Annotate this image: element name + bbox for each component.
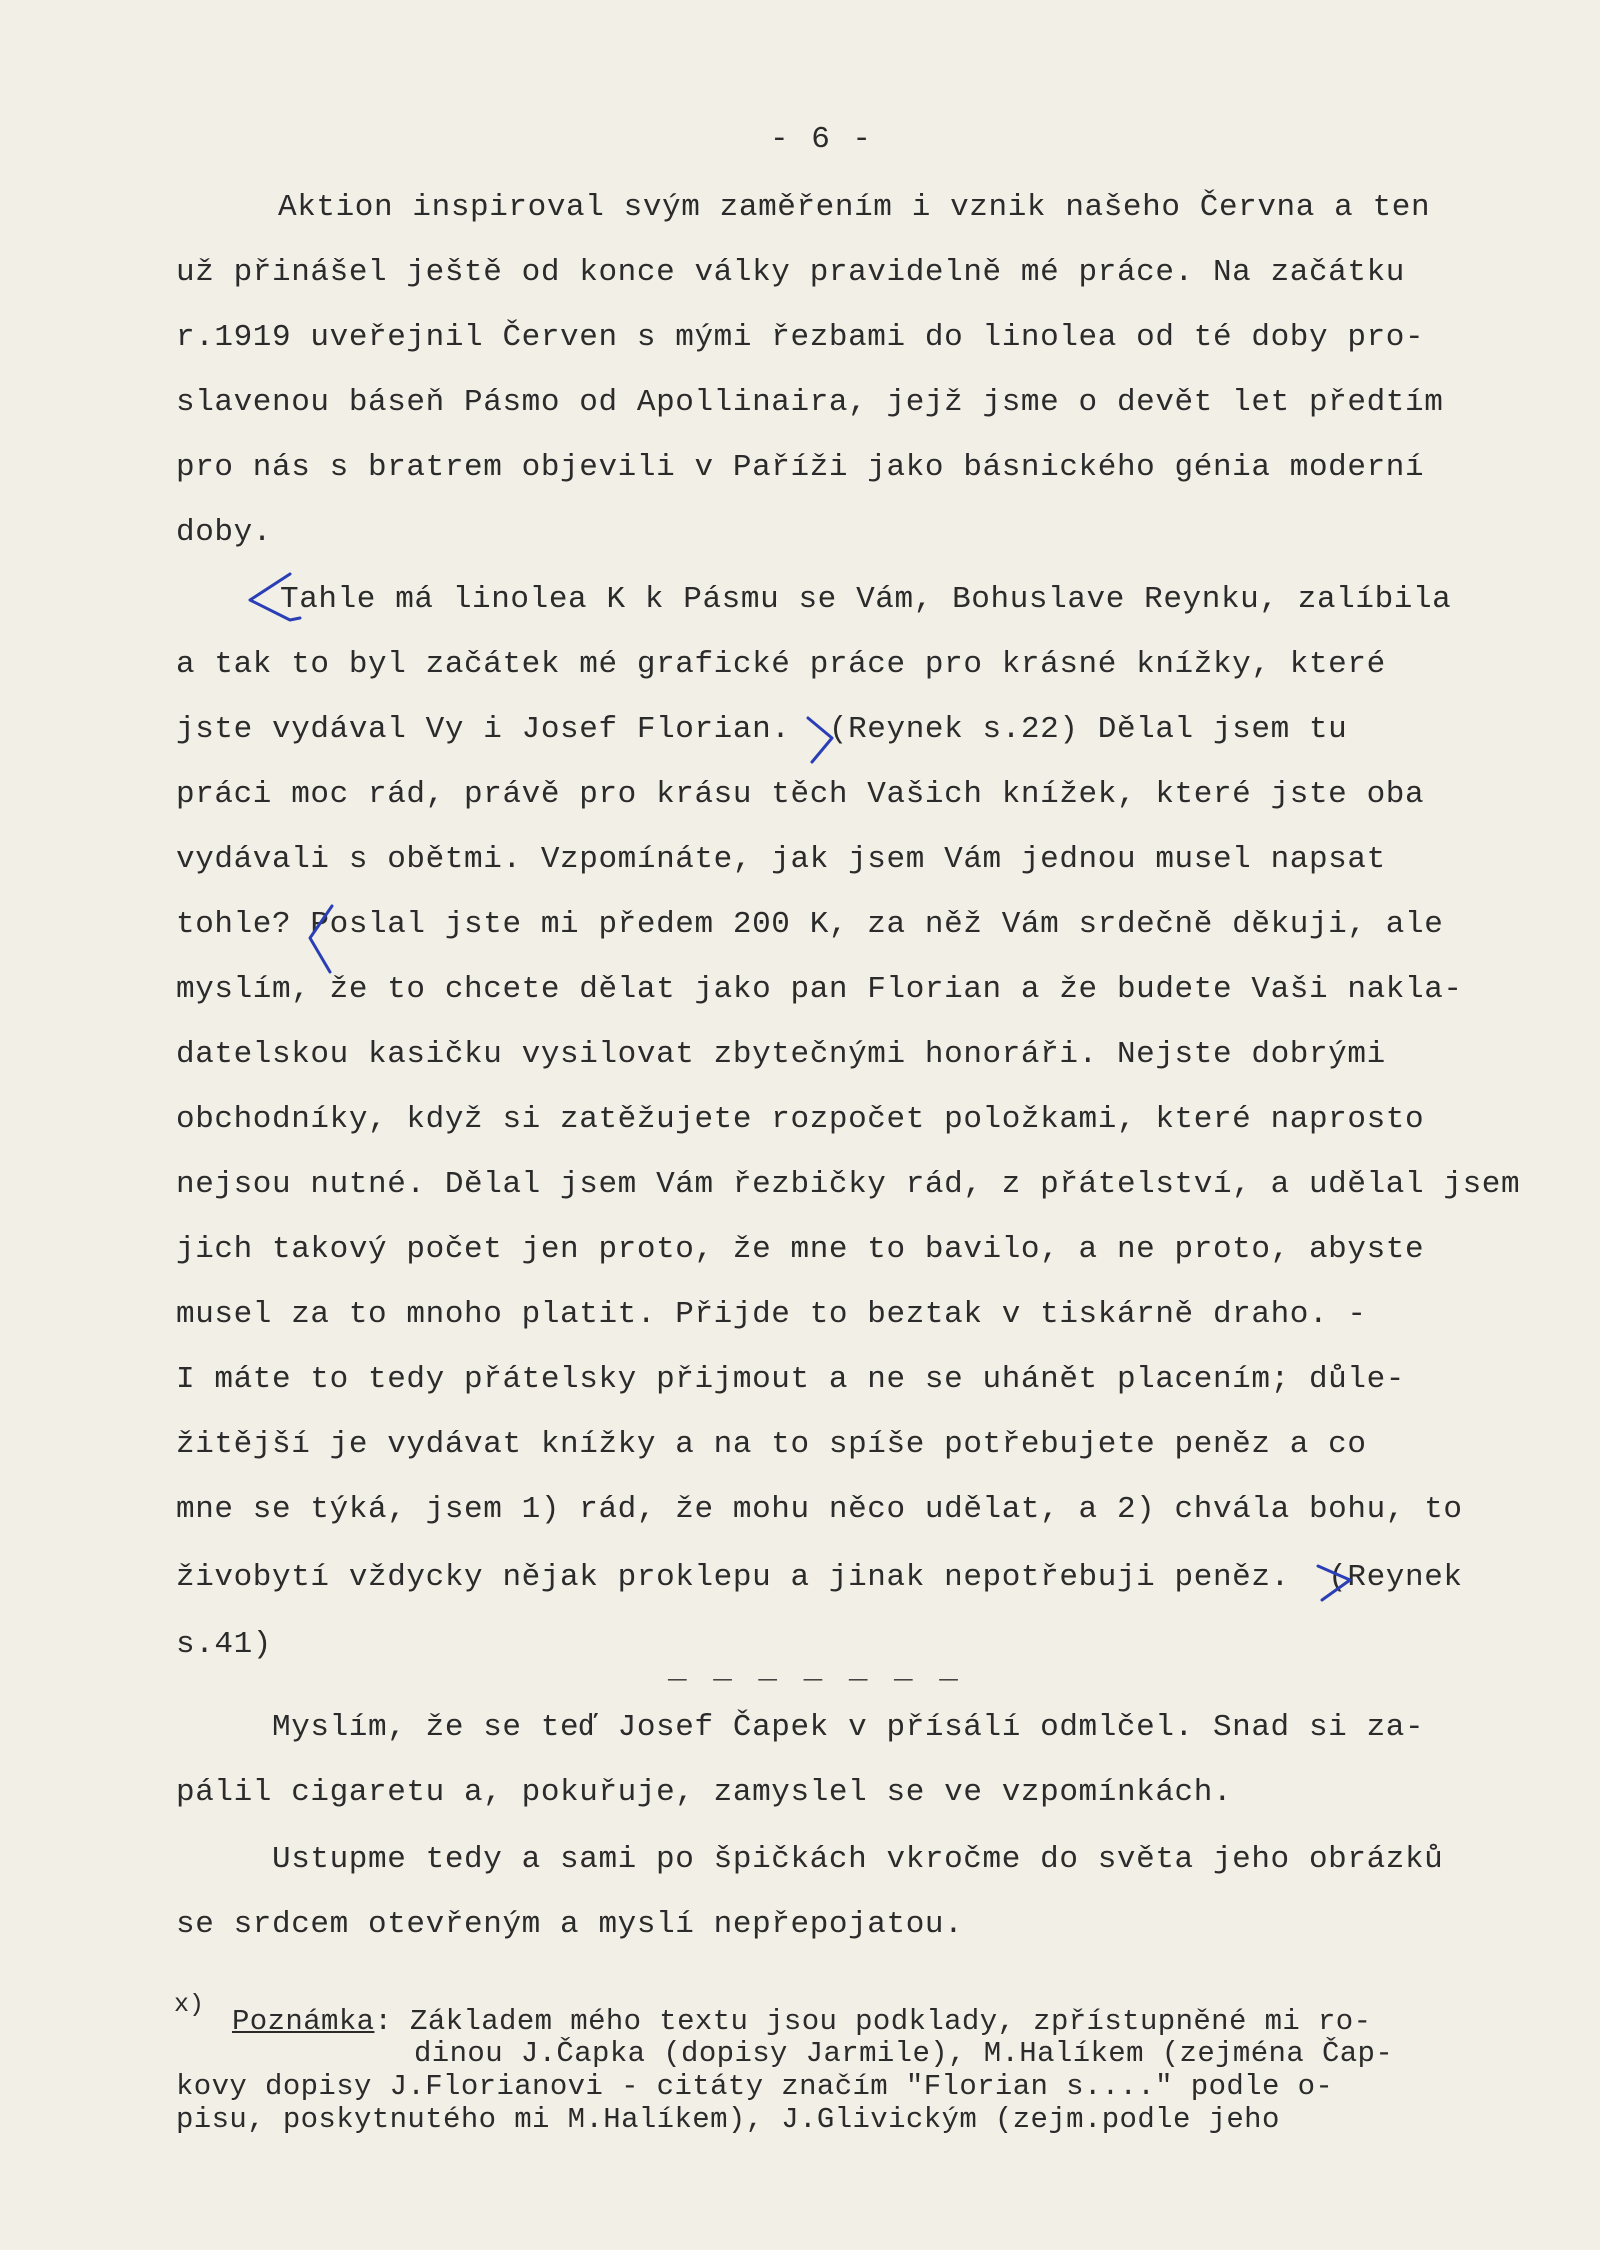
- body-line: obchodníky, když si zatěžujete rozpočet položkami, které naprosto: [176, 1102, 1425, 1137]
- closing-line: Myslím, že se teď Josef Čapek v přísálí odmlčel. Snad si za-: [272, 1710, 1425, 1745]
- closing-line: se srdcem otevřeným a myslí nepřepojatou.: [176, 1907, 964, 1942]
- body-line: Aktion inspiroval svým zaměřením i vznik našeho Června a ten: [278, 190, 1431, 225]
- body-line: a tak to byl začátek mé grafické práce pro krásné knížky, které: [176, 647, 1386, 682]
- body-line: myslím, že to chcete dělat jako pan Florian a že budete Vaši nakla-: [176, 972, 1463, 1007]
- body-line: práci moc rád, právě pro krásu těch Vašich knížek, které jste oba: [176, 777, 1425, 812]
- body-line: musel za to mnoho platit. Přijde to beztak v tiskárně draho. -: [176, 1297, 1367, 1332]
- body-line: vydávali s obětmi. Vzpomínáte, jak jsem Vám jednou musel napsat: [176, 842, 1386, 877]
- body-line: mne se týká, jsem 1) rád, že mohu něco udělat, a 2) chvála bohu, to: [176, 1492, 1463, 1527]
- closing-line: Ustupme tedy a sami po špičkách vkročme do světa jeho obrázků: [272, 1842, 1444, 1877]
- body-line: jste vydával Vy i Josef Florian. (Reynek s.22) Dělal jsem tu: [176, 712, 1348, 747]
- body-line: tohle? Poslal jste mi předem 200 K, za něž Vám srdečně děkuji, ale: [176, 907, 1444, 942]
- close-quote-mark-1: [808, 718, 832, 762]
- footnote-marker: x): [174, 1990, 205, 2019]
- footnote-first-line-text: : Základem mého textu jsou podklady, zpřístupněné mi ro-: [374, 2005, 1372, 2038]
- body-line: nejsou nutné. Dělal jsem Vám řezbičky rád, z přátelství, a udělal jsem: [176, 1167, 1521, 1202]
- body-line: žitější je vydávat knížky a na to spíše potřebujete peněz a co: [176, 1427, 1367, 1462]
- open-quote-mark-2: [310, 906, 332, 972]
- open-quote-mark-1: [250, 574, 300, 620]
- footnote-line: pisu, poskytnutého mi M.Halíkem), J.Glivickým (zejm.podle jeho: [176, 2103, 1280, 2136]
- body-line: s.41): [176, 1627, 273, 1662]
- page-number: - 6 -: [770, 122, 874, 157]
- body-line: pro nás s bratrem objevili v Paříži jako básnického génia moderní: [176, 450, 1425, 485]
- footnote-line: dinou J.Čapka (dopisy Jarmile), M.Halíkem (zejména Čap-: [414, 2037, 1394, 2070]
- body-line: r.1919 uveřejnil Červen s mými řezbami do linolea od té doby pro-: [176, 320, 1425, 355]
- body-line: datelskou kasičku vysilovat zbytečnými honoráři. Nejste dobrými: [176, 1037, 1386, 1072]
- closing-line: pálil cigaretu a, pokuřuje, zamyslel se ve vzpomínkách.: [176, 1775, 1233, 1810]
- close-quote-mark-2: [1318, 1566, 1350, 1600]
- footnote-label: Poznámka: [232, 2005, 375, 2038]
- section-separator: _ _ _ _ _ _ _: [668, 1652, 962, 1687]
- body-line: doby.: [176, 515, 273, 550]
- body-line: I máte to tedy přátelsky přijmout a ne se uhánět placením; důle-: [176, 1362, 1405, 1397]
- body-line: Tahle má linolea K k Pásmu se Vám, Bohuslave Reynku, zalíbila: [280, 582, 1452, 617]
- body-line: už přinášel ještě od konce války pravidelně mé práce. Na začátku: [176, 255, 1405, 290]
- body-line: jich takový počet jen proto, že mne to bavilo, a ne proto, abyste: [176, 1232, 1425, 1267]
- body-line: slavenou báseň Pásmo od Apollinaira, jejž jsme o devět let předtím: [176, 385, 1444, 420]
- footnote-line: kovy dopisy J.Florianovi - citáty značím "Florian s...." podle o-: [176, 2070, 1334, 2103]
- body-line: živobytí vždycky nějak proklepu a jinak nepotřebuji peněz. (Reynek: [176, 1560, 1463, 1595]
